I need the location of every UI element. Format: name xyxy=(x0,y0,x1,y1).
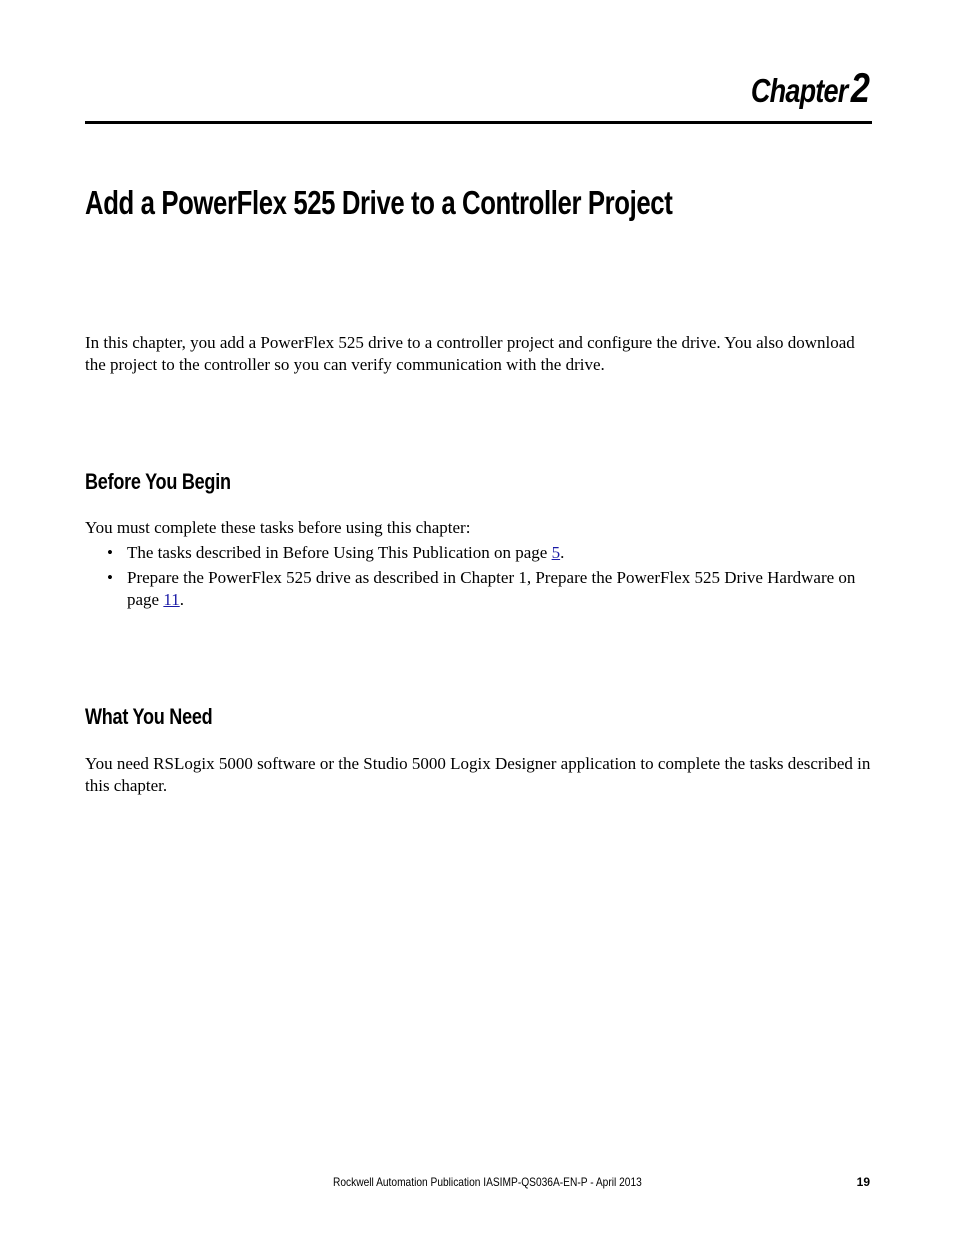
intro-paragraph: In this chapter, you add a PowerFlex 525 drive to a controller project and configure the drive. You also download the project to the controller so you can verify communication with the drive. xyxy=(85,333,855,374)
list-item-text: The tasks described in Before Using This Publication on page xyxy=(127,543,552,562)
task-list xyxy=(85,542,871,614)
list-item xyxy=(85,542,871,564)
bullet-icon: • xyxy=(107,568,113,587)
before-you-begin-lead: You must complete these tasks before using this chapter: xyxy=(85,518,471,537)
chapter-divider xyxy=(85,121,872,124)
list-item-suffix: . xyxy=(179,590,184,609)
list-item xyxy=(85,567,871,611)
what-you-need-paragraph: You need RSLogix 5000 software or the Studio 5000 Logix Designer application to complete the tasks described in this chapter. xyxy=(85,754,871,795)
chapter-label: Chapter xyxy=(750,72,848,109)
page-link-5[interactable]: 5 xyxy=(551,543,561,562)
chapter-header xyxy=(751,64,869,112)
chapter-number: 2 xyxy=(850,64,869,111)
page-link-11[interactable]: 11 xyxy=(163,590,180,609)
before-you-begin-heading: Before You Begin xyxy=(85,469,231,494)
what-you-need-heading: What You Need xyxy=(85,704,213,729)
page-title: Add a PowerFlex 525 Drive to a Controller Project xyxy=(85,184,673,221)
list-item-suffix: . xyxy=(560,543,565,562)
page-number: 19 xyxy=(856,1175,870,1189)
list-item-text: Prepare the PowerFlex 525 drive as described in Chapter 1, Prepare the PowerFlex 525 Drive Hardware on page xyxy=(127,568,856,609)
footer-publication: Rockwell Automation Publication IASIMP-QS036A-EN-P - April 2013 xyxy=(333,1175,642,1189)
bullet-icon: • xyxy=(107,543,113,562)
